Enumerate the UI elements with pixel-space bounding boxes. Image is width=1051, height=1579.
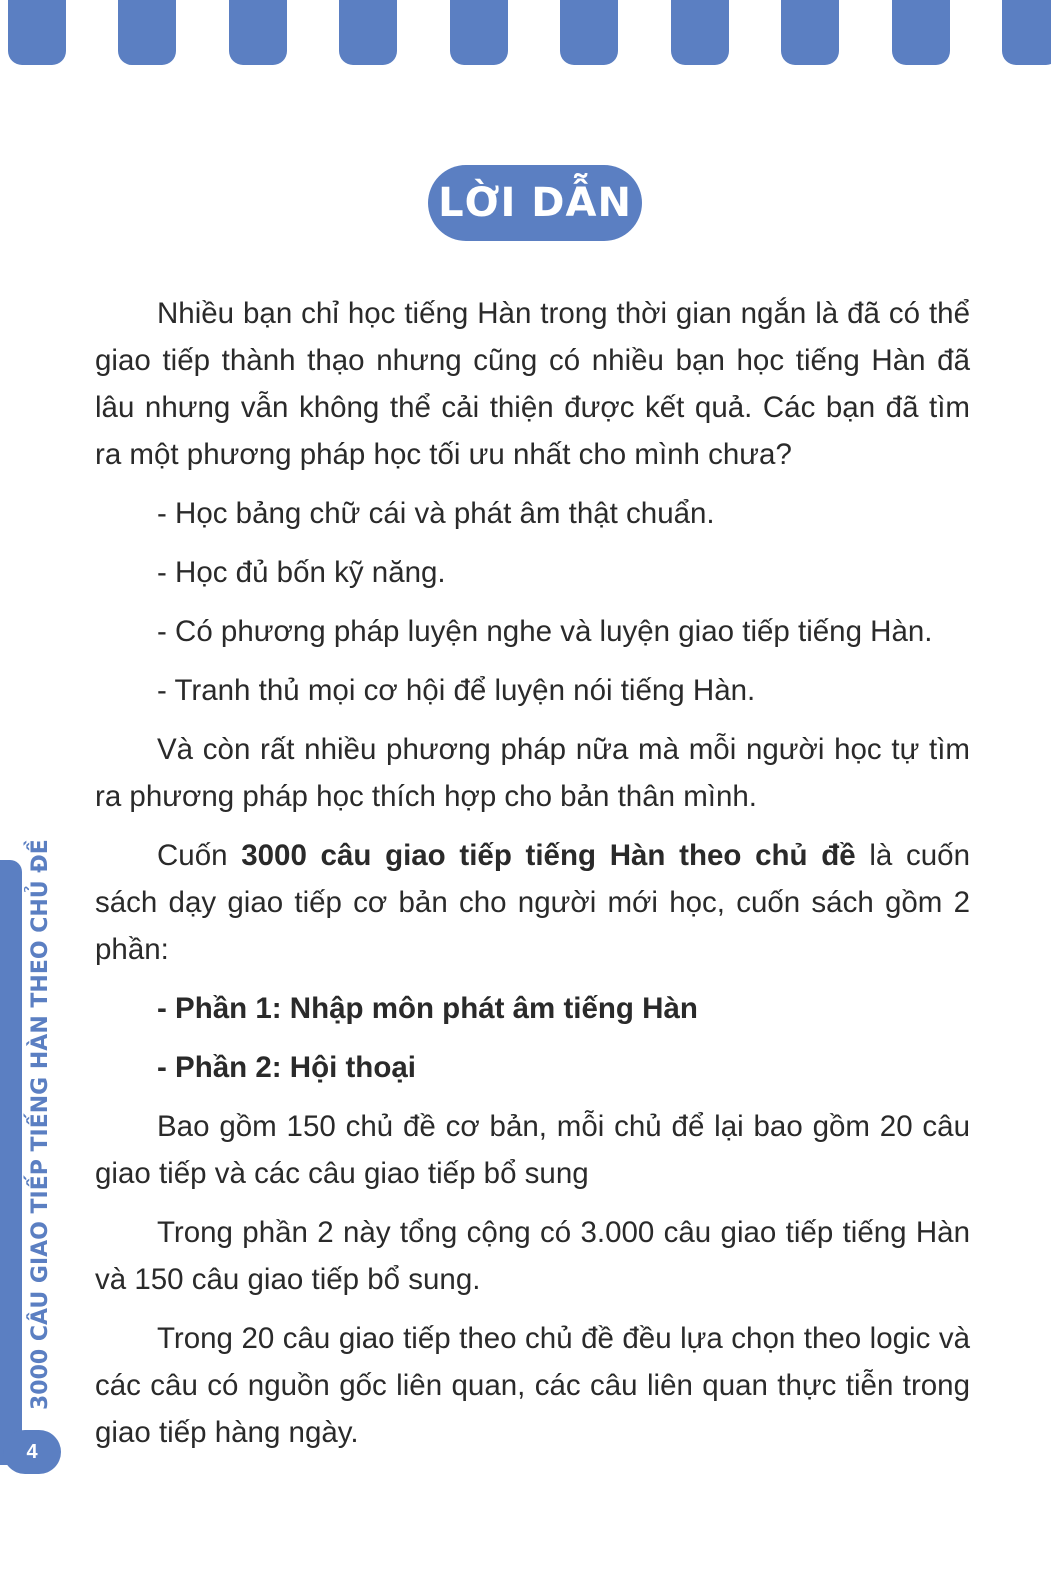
part-item [95,985,970,1032]
binder-tab [339,0,397,65]
paragraph-topics: Bao gồm 150 chủ đề cơ bản, mỗi chủ để lại bao gồm 20 câu giao tiếp và các câu giao tiếp bổ sung [95,1110,970,1190]
binder-tabs [0,0,1051,70]
binder-tab [1002,0,1051,65]
binder-tab [781,0,839,65]
binder-tab [229,0,287,65]
body-text [95,290,970,1456]
list-item: - Học bảng chữ cái và phát âm thật chuẩn. [157,497,715,530]
binder-tab [118,0,176,65]
page-title: LỜI DẪN [438,180,632,226]
running-book-title: 3000 CÂU GIAO TIẾP TIẾNG HÀN THEO CHỦ ĐỀ [28,839,53,1410]
part-item [95,1044,970,1091]
binder-tab [560,0,618,65]
list-item: - Có phương pháp luyện nghe và luyện giao tiếp tiếng Hàn. [157,615,933,648]
paragraph-methods: Và còn rất nhiều phương pháp nữa mà mỗi người học tự tìm ra phương pháp học thích hợp cho bản thân mình. [95,733,970,813]
paragraph-logic: Trong 20 câu giao tiếp theo chủ đề đều lựa chọn theo logic và các câu có nguồn gốc liên quan, các câu liên quan thực tiễn trong giao tiếp hàng ngày. [95,1322,970,1449]
binder-tab [450,0,508,65]
paragraph-count: Trong phần 2 này tổng cộng có 3.000 câu giao tiếp tiếng Hàn và 150 câu giao tiếp bổ sung. [95,1216,970,1296]
paragraph-book-pre: Cuốn [157,839,242,872]
book-title-bold: 3000 câu giao tiếp tiếng Hàn theo chủ đề [241,839,856,872]
paragraph-book-post: là cuốn sách dạy giao tiếp cơ bản cho người mới học, cuốn sách gồm 2 phần: [95,839,970,966]
paragraph-book [95,832,970,973]
paragraph-intro: Nhiều bạn chỉ học tiếng Hàn trong thời gian ngắn là đã có thể giao tiếp thành thạo nhưng cũng có nhiều bạn học tiếng Hàn đã lâu nhưng vẫn không thể cải thiện được kết quả. Các bạn đã tìm ra một phương pháp học tối ưu nhất cho mình chưa? [95,297,970,471]
binder-tab [892,0,950,65]
spine-bar [0,860,22,1465]
page-title-badge [428,165,642,241]
binder-tab [8,0,66,65]
page-number: 4 [3,1430,61,1474]
list-item: - Tranh thủ mọi cơ hội để luyện nói tiếng Hàn. [157,674,756,707]
list-item: - Học đủ bốn kỹ năng. [157,556,446,589]
part-label: - Phần 1: Nhập môn phát âm tiếng Hàn [157,992,698,1025]
binder-tab [671,0,729,65]
part-label: - Phần 2: Hội thoại [157,1051,416,1084]
